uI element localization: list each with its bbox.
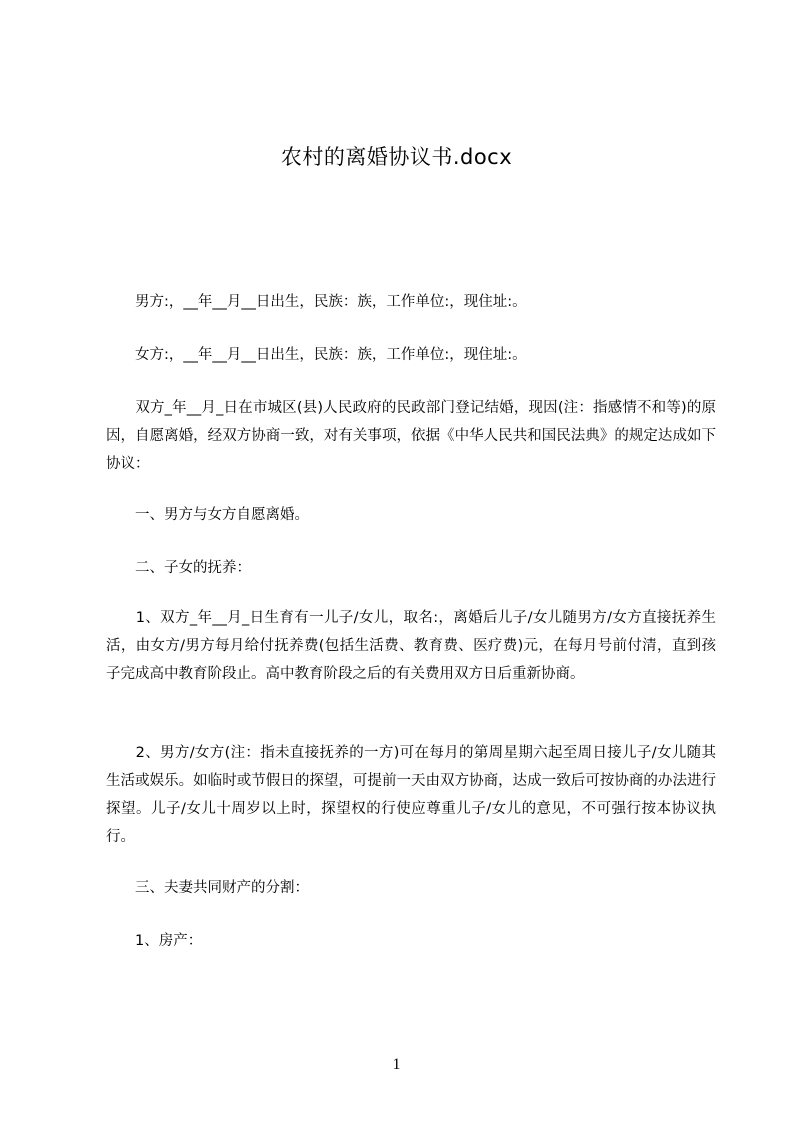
paragraph-clause-1: 一、男方与女方自愿离婚。: [106, 507, 309, 523]
page-number: 1: [392, 1056, 401, 1073]
paragraph-marriage-info: 双方_年__月_日在市城区(县)人民政府的民政部门登记结婚，现因(注：指感情不和等)的原因，自愿离婚，经双方协商一致，对有关事项，依据《中华人民共和国民法典》的规定达成如下协议：: [106, 400, 716, 472]
paragraph-clause-3-heading: 三、夫妻共同财产的分割：: [106, 880, 309, 896]
document-title: 农村的离婚协议书.docx: [280, 145, 513, 169]
paragraph-clause-2-heading: 二、子女的抚养：: [106, 560, 251, 576]
paragraph-male-party: 男方:，__年__月__日出生，民族：族，工作单位:，现住址:。: [106, 294, 527, 310]
paragraph-clause-2-item-2: 2、男方/女方(注：指未直接抚养的一方)可在每月的第周星期六起至周日接儿子/女儿随其生活或娱乐。如临时或节假日的探望，可提前一天由双方协商，达成一致后可按协商的办法进行探望。儿子/女儿十周岁以上时，探望权的行使应尊重儿子/女儿的意见，不可强行按本协议执行。: [106, 745, 716, 845]
paragraph-female-party: 女方:，__年__月__日出生，民族：族，工作单位:，现住址:。: [106, 347, 527, 363]
paragraph-clause-3-item-1: 1、房产：: [106, 933, 203, 949]
paragraph-clause-2-item-1: 1、双方_年__月_日生育有一儿子/女儿，取名:，离婚后儿子/女儿随男方/女方直接抚养生活，由女方/男方每月给付抚养费(包括生活费、教育费、医疗费)元，在每月号前付清，直到孩子完成高中教育阶段止。高中教育阶段之后的有关费用双方日后重新协商。: [106, 610, 716, 682]
